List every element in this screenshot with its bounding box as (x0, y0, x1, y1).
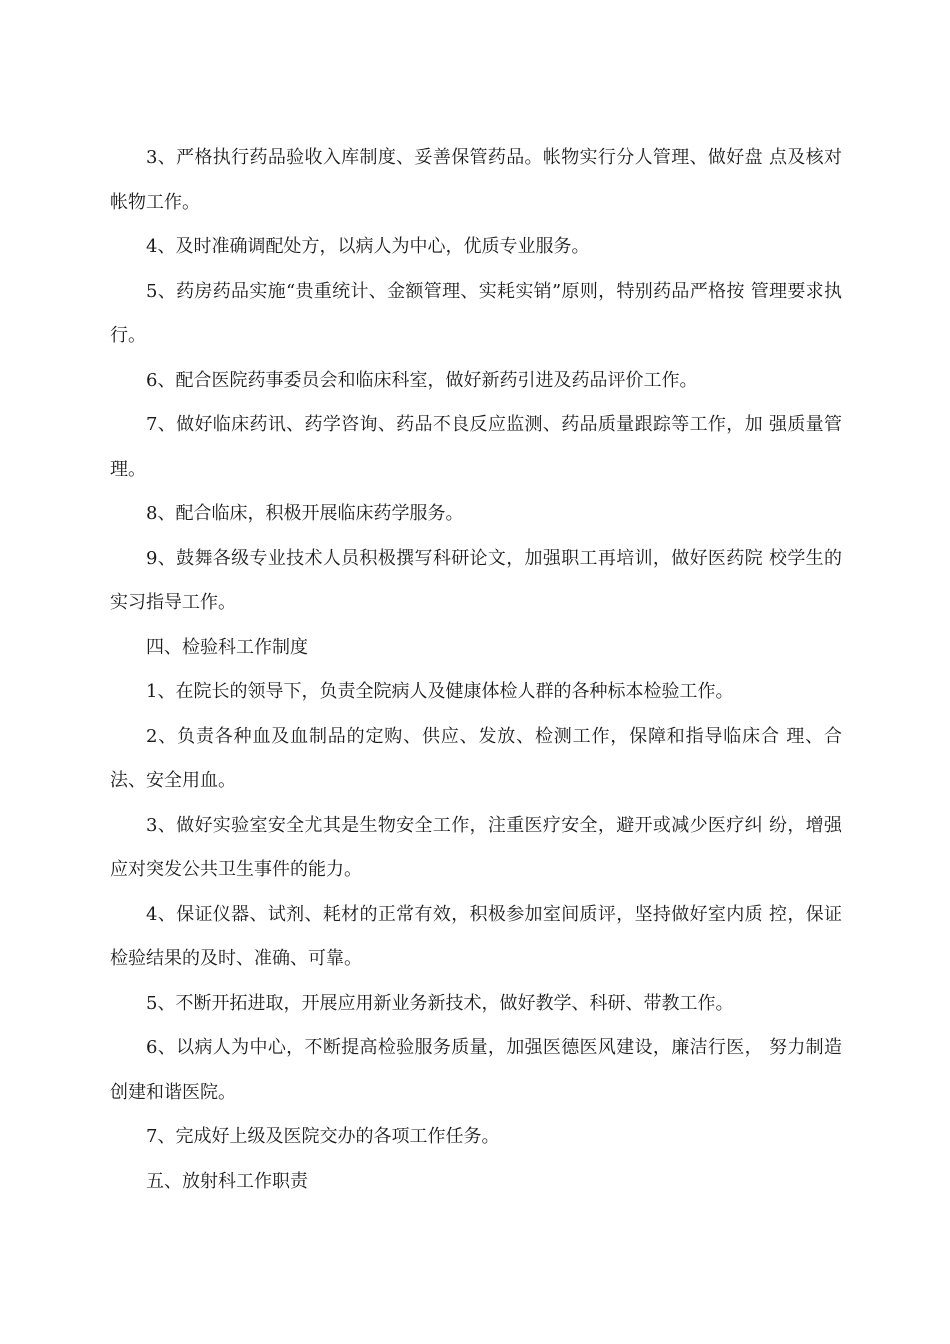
paragraph-pharmacy-9: 9、鼓舞各级专业技术人员积极撰写科研论文，加强职工再培训，做好医药院 校学生的实习指导工作。 (110, 547, 842, 613)
paragraph-pharmacy-8: 8、配合临床，积极开展临床药学服务。 (146, 503, 464, 524)
paragraph-pharmacy-7: 7、做好临床药讯、药学咨询、药品不良反应监测、药品质量跟踪等工作，加 强质量管理。 (110, 414, 842, 480)
paragraph-laboratory-1: 1、在院长的领导下，负责全院病人及健康体检人群的各种标本检验工作。 (146, 681, 734, 702)
document-body (110, 136, 842, 1204)
paragraph-pharmacy-6: 6、配合医院药事委员会和临床科室，做好新药引进及药品评价工作。 (146, 369, 698, 391)
paragraph-pharmacy-3: 3、严格执行药品验收入库制度、妥善保管药品。帐物实行分人管理、做好盘 点及核对帐物工作。 (110, 147, 842, 213)
paragraph-laboratory-5: 5、不断开拓进取，开展应用新业务新技术，做好教学、科研、带教工作。 (146, 992, 734, 1014)
paragraph-laboratory-3: 3、做好实验室安全尤其是生物安全工作，注重医疗安全，避开或减少医疗纠 纷，增强应对突发公共卫生事件的能力。 (110, 814, 842, 880)
paragraph-pharmacy-4: 4、及时准确调配处方，以病人为中心，优质专业服务。 (146, 236, 590, 257)
paragraph-laboratory-2: 2、负责各种血及血制品的定购、供应、发放、检测工作，保障和指导临床合 理、合法、安全用血。 (110, 725, 842, 791)
section-heading-laboratory: 四、检验科工作制度 (146, 636, 308, 658)
paragraph-laboratory-4: 4、保证仪器、试剂、耗材的正常有效，积极参加室间质评，坚持做好室内质 控，保证检验结果的及时、准确、可靠。 (110, 903, 842, 969)
section-heading-radiology: 五、放射科工作职责 (146, 1170, 308, 1192)
paragraph-pharmacy-5: 5、药房药品实施“贵重统计、金额管理、实耗实销”原则，特别药品严格按 管理要求执行。 (110, 280, 842, 346)
paragraph-laboratory-7: 7、完成好上级及医院交办的各项工作任务。 (146, 1126, 500, 1147)
paragraph-laboratory-6: 6、以病人为中心，不断提高检验服务质量，加强医德医风建设，廉洁行医， 努力制造创建和谐医院。 (110, 1037, 842, 1103)
